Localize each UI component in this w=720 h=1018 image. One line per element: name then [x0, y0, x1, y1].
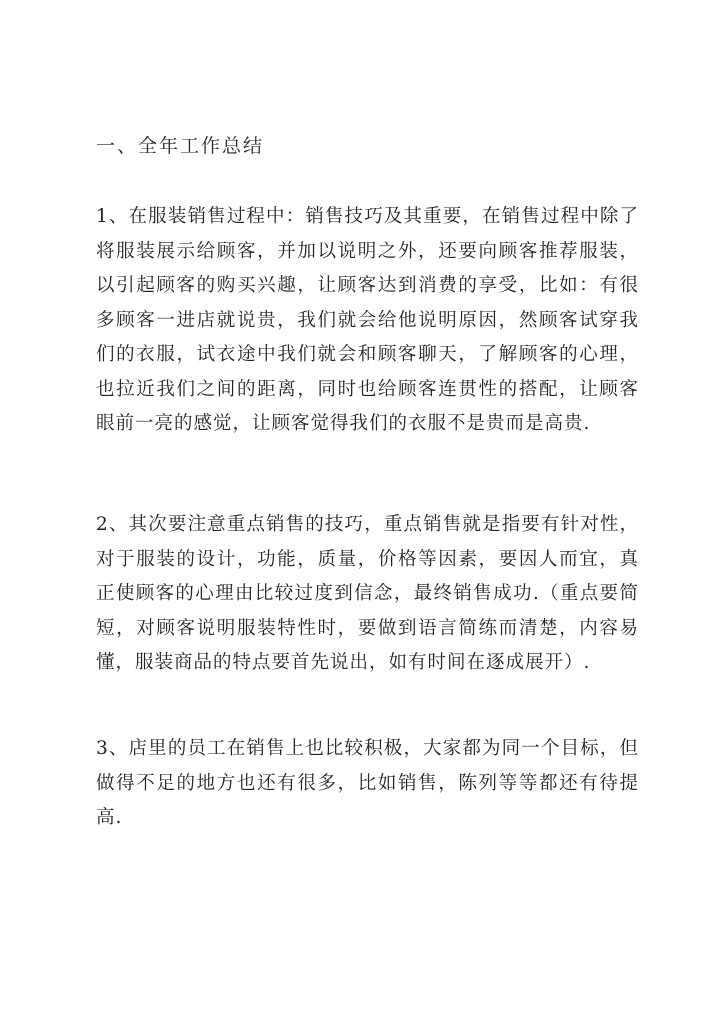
paragraph-2: 2、其次要注意重点销售的技巧，重点销售就是指要有针对性，对于服装的设计，功能，质量，价格等因素，要因人而宜，真正使顾客的心理由比较过度到信念，最终销售成功.（重点要简短，对顾客说明服装特性时，要做到语言简练而清楚，内容易懂，服装商品的特点要首先说出，如有时间在逐成展开）. — [96, 514, 639, 673]
section-heading: 一、全年工作总结 — [96, 135, 265, 157]
paragraph-1: 1、在服装销售过程中：销售技巧及其重要，在销售过程中除了将服装展示给顾客，并加以说明之外，还要向顾客推荐服装，以引起顾客的购买兴趣，让顾客达到消费的享受，比如：有很多顾客一进店就说贵，我们就会给他说明原因，然顾客试穿我们的衣服，试衣途中我们就会和顾客聊天，了解顾客的心理，也拉近我们之间的距离，同时也给顾客连贯性的搭配，让顾客眼前一亮的感觉，让顾客觉得我们的衣服不是贵而是高贵. — [96, 206, 639, 434]
paragraph-3: 3、店里的员工在销售上也比较积极，大家都为同一个目标，但做得不足的地方也还有很多，比如销售，陈列等等都还有待提高. — [96, 738, 639, 828]
